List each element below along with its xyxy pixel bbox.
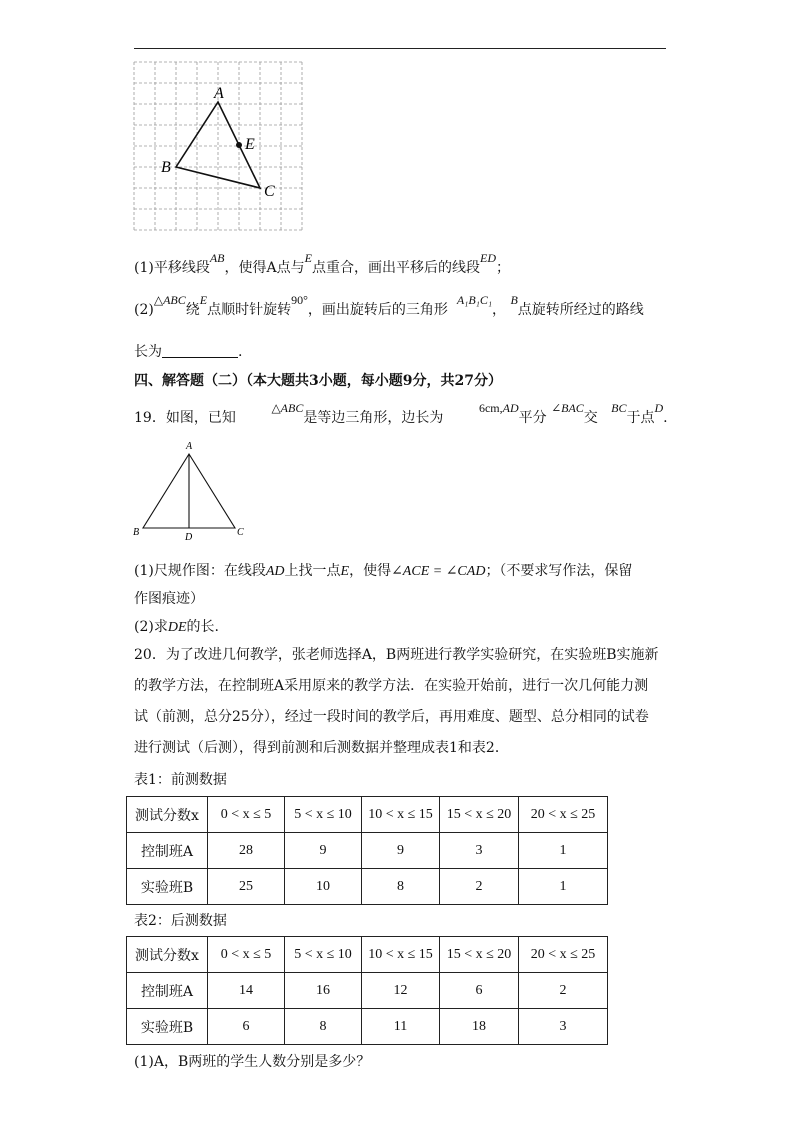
header-cell: 10 < x ≤ 15 bbox=[362, 797, 440, 833]
header-cell: 0 < x ≤ 5 bbox=[208, 937, 285, 973]
table-cell: 12 bbox=[362, 973, 440, 1009]
math-6cm: 6cm, bbox=[478, 401, 503, 415]
q19-part2 bbox=[134, 617, 219, 638]
row-label-cell: 控制班A bbox=[127, 833, 208, 869]
point-e bbox=[236, 142, 242, 148]
table2-posttest bbox=[126, 936, 608, 1045]
table-cell: 18 bbox=[440, 1009, 519, 1045]
table2-caption: 表2：后测数据 bbox=[134, 913, 227, 929]
header-cell: 测试分数x bbox=[127, 937, 208, 973]
answer-blank[interactable] bbox=[162, 343, 238, 358]
table-cell: 3 bbox=[440, 833, 519, 869]
q19-text: 平分 bbox=[518, 410, 547, 426]
q18-part2-text: 点顺时针旋转 bbox=[207, 302, 292, 318]
math-ad: AD bbox=[502, 401, 519, 415]
table-row bbox=[127, 869, 608, 905]
q18-part1-text: 点重合，画出平移后的线段 bbox=[311, 260, 480, 276]
table-cell: 6 bbox=[440, 973, 519, 1009]
row-label-cell: 实验班B bbox=[127, 869, 208, 905]
q18-part1-text: (1)平移线段 bbox=[134, 260, 210, 276]
q20-para-line4: 进行测试（后测），得到前测和后测数据并整理成表1和表2． bbox=[134, 740, 509, 756]
math-triangle-abc: △ABC bbox=[271, 401, 304, 415]
header-cell: 测试分数x bbox=[127, 797, 208, 833]
table1-caption: 表1：前测数据 bbox=[134, 772, 227, 788]
math-ab: AB bbox=[209, 251, 225, 265]
table1-pretest bbox=[126, 796, 608, 905]
table-cell: 6 bbox=[208, 1009, 285, 1045]
header-cell: 15 < x ≤ 20 bbox=[440, 797, 519, 833]
header-cell: 5 < x ≤ 10 bbox=[285, 937, 362, 973]
q18-part1-text: ，使得A点与 bbox=[224, 260, 305, 276]
table-row bbox=[127, 973, 608, 1009]
table-cell: 2 bbox=[519, 973, 608, 1009]
q19-text: . bbox=[663, 410, 668, 426]
q19-text: 交 bbox=[583, 410, 598, 426]
q18-part2-text: (2) bbox=[134, 302, 154, 318]
label-c: C bbox=[264, 183, 275, 200]
header-cell: 15 < x ≤ 20 bbox=[440, 937, 519, 973]
header-cell: 5 < x ≤ 10 bbox=[285, 797, 362, 833]
q19-part1 bbox=[134, 561, 632, 582]
math-triangle-abc: △ABC bbox=[153, 293, 186, 307]
q19-stem bbox=[134, 401, 668, 428]
math-angle-bac: ∠BAC bbox=[551, 401, 584, 415]
table-cell: 16 bbox=[285, 973, 362, 1009]
q18-part2-cont bbox=[134, 342, 242, 362]
table-cell: 1 bbox=[519, 869, 608, 905]
header-cell: 20 < x ≤ 25 bbox=[519, 937, 608, 973]
table-cell: 28 bbox=[208, 833, 285, 869]
q18-part1-text: ； bbox=[495, 260, 510, 276]
row-label-cell: 实验班B bbox=[127, 1009, 208, 1045]
math-triangle-a1b1c1: A₁B₁C₁ bbox=[456, 293, 492, 307]
q20-para-line2: 的教学方法，在控制班A采用原来的教学方法．在实验开始前，进行一次几何能力测 bbox=[134, 678, 649, 694]
q19-part1-cont: 作图痕迹） bbox=[134, 591, 204, 607]
q19-part2-text: 的长. bbox=[186, 619, 219, 635]
table-row bbox=[127, 833, 608, 869]
triangle-figure bbox=[126, 438, 250, 544]
table-cell: 8 bbox=[285, 1009, 362, 1045]
fig-label-d: D bbox=[185, 532, 193, 543]
q18-part2-text: 点旋转所经过的路线 bbox=[517, 302, 644, 318]
q18-part2-text: . bbox=[238, 344, 243, 360]
q19-text: 是等边三角形，边长为 bbox=[303, 410, 444, 426]
q19-part1-text: ；（不要求写作法，保留 bbox=[485, 563, 633, 579]
header-cell: 10 < x ≤ 15 bbox=[362, 937, 440, 973]
row-label-cell: 控制班A bbox=[127, 973, 208, 1009]
table-cell: 25 bbox=[208, 869, 285, 905]
q19-part1-text: 上找一点 bbox=[284, 563, 341, 579]
math-ad: AD bbox=[265, 564, 285, 579]
table-header-row bbox=[127, 797, 608, 833]
table-cell: 14 bbox=[208, 973, 285, 1009]
math-b: B bbox=[510, 293, 518, 307]
math-angle-90: 90° bbox=[291, 293, 308, 307]
q19-part1-text: (1)尺规作图：在线段 bbox=[134, 563, 266, 579]
q19-text: 于点 bbox=[626, 410, 655, 426]
table-cell: 11 bbox=[362, 1009, 440, 1045]
fig-label-b: B bbox=[133, 527, 140, 538]
table-cell: 9 bbox=[362, 833, 440, 869]
q18-part2-text: 绕 bbox=[185, 302, 200, 318]
header-cell: 0 < x ≤ 5 bbox=[208, 797, 285, 833]
math-e: E bbox=[199, 293, 208, 307]
table-cell: 9 bbox=[285, 833, 362, 869]
q20-para-line1: 20．为了改进几何教学，张老师选择A，B两班进行教学实验研究，在实验班B实施新 bbox=[134, 647, 659, 663]
section-heading: 四、解答题（二）（本大题共3小题，每小题9分，共27分） bbox=[134, 373, 502, 389]
q18-part2 bbox=[134, 293, 644, 320]
table-cell: 1 bbox=[519, 833, 608, 869]
math-bc: BC bbox=[611, 401, 627, 415]
table-cell: 10 bbox=[285, 869, 362, 905]
q20-para-line3: 试（前测，总分25分），经过一段时间的教学后，再用难度、题型、总分相同的试卷 bbox=[134, 709, 649, 725]
grid-figure bbox=[130, 58, 310, 234]
q19-text: 19．如图，已知 bbox=[134, 410, 236, 426]
math-e: E bbox=[304, 251, 312, 265]
q19-part1-text: ，使得 bbox=[349, 563, 392, 579]
math-angle-equation: ∠ACE = ∠CAD bbox=[391, 564, 486, 579]
fig-label-c: C bbox=[237, 527, 244, 538]
q18-part2-text: ， bbox=[492, 302, 506, 318]
label-b: B bbox=[161, 159, 171, 176]
label-a: A bbox=[214, 85, 224, 102]
q20-sub1: (1)A，B两班的学生人数分别是多少？ bbox=[134, 1054, 371, 1070]
label-e: E bbox=[245, 136, 255, 153]
q19-part2-text: (2)求 bbox=[134, 619, 168, 635]
table-cell: 3 bbox=[519, 1009, 608, 1045]
q18-part2-text: 长为 bbox=[134, 344, 162, 360]
header-cell: 20 < x ≤ 25 bbox=[519, 797, 608, 833]
header-rule bbox=[134, 48, 666, 49]
table-cell: 2 bbox=[440, 869, 519, 905]
q18-part1 bbox=[134, 251, 510, 278]
math-d: D bbox=[654, 401, 664, 415]
math-ed: ED bbox=[479, 251, 496, 265]
math-de: DE bbox=[167, 620, 187, 635]
table-row bbox=[127, 1009, 608, 1045]
q18-part2-text: ，画出旋转后的三角形 bbox=[307, 302, 448, 318]
math-e: E bbox=[340, 564, 350, 579]
table-header-row bbox=[127, 937, 608, 973]
fig-label-a: A bbox=[186, 441, 193, 452]
table-cell: 8 bbox=[362, 869, 440, 905]
